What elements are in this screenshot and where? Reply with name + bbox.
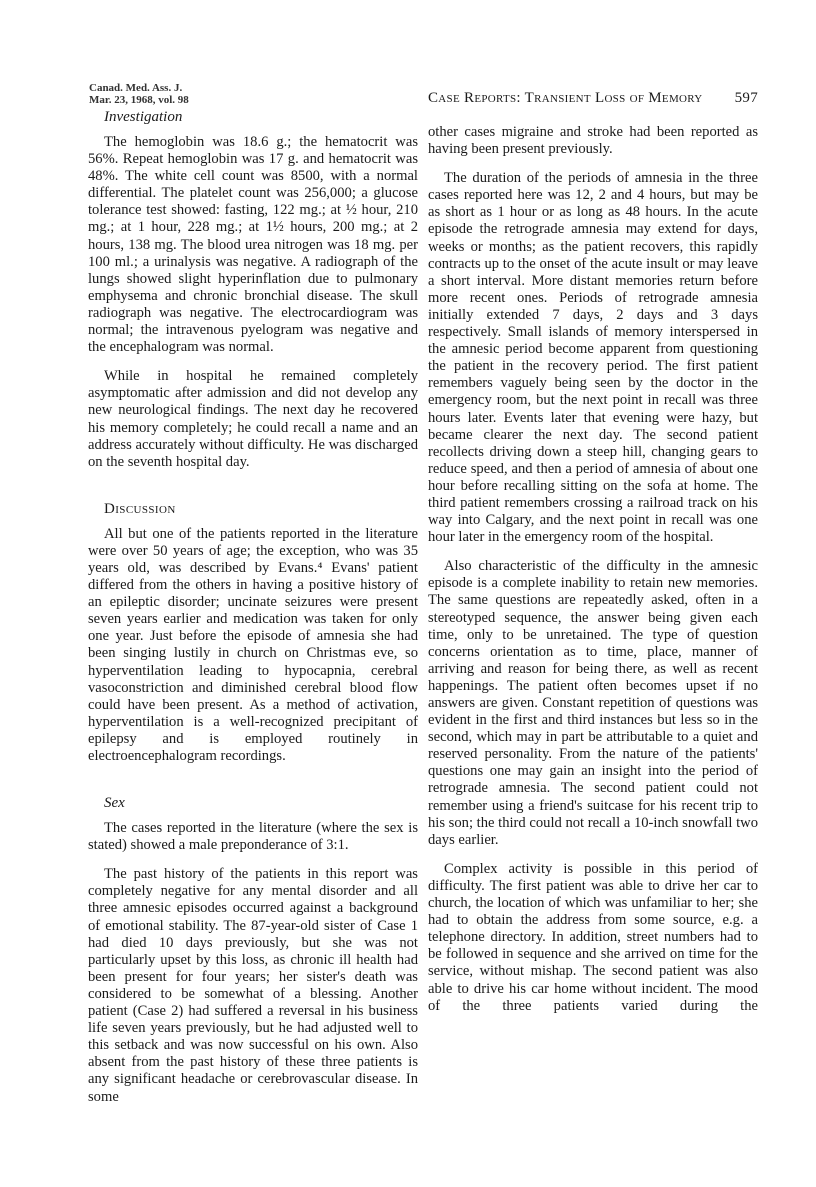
paragraph: While in hospital he remained completely asymptomatic after admission and did not develop any new neurological findings. The next day he recovered his memory completely; he could recall a name and an address accurately without difficulty. He was discharged on the seventh hospital day. [88, 368, 418, 470]
journal-name: Canad. Med. Ass. J. [89, 82, 183, 94]
paragraph: Also characteristic of the difficulty in the amnesic episode is a complete inability to retain new memories. The same questions are repeatedly asked, often in a stereotyped sequence, the answer being given each time, only to be unretained. The type of question concerns orientation as to time, place, manner of arriving and reason for being there, as well as recent happenings. The patient often becomes upset if no answers are given. Constant repetition of questions was evident in the first and third instances but less so in the second, which may in part be attributable to a quiet and reserved personality. From the nature of the patients' questions one may gain an insight into the period of retrograde amnesia. The second patient could not remember using a friend's suitcase for his recent trip to his son; the third could not recall a 10-inch snowfall two days earlier. [428, 558, 758, 848]
section-heading-discussion: Discussion [104, 500, 176, 517]
running-header [428, 90, 758, 107]
journal-citation [89, 82, 189, 106]
paragraph: The past history of the patients in this report was completely negative for any mental disorder and all three amnesic episodes occurred against a background of emotional stability. The 87-year-old sister of Case 1 had died 10 days previously, but she was not particularly upset by this loss, as chronic ill health had been present for four years; her sister's death was considered to be somewhat of a blessing. Another patient (Case 2) had suffered a reversal in his business life seven years previously, but he had adjusted well to this setback and was now successful on his own. Also absent from the past history of these three patients is any significant headache or cerebrovascular disease. In some [88, 866, 418, 1105]
left-column [88, 109, 418, 1106]
page-number: 597 [734, 90, 758, 106]
paragraph: The cases reported in the literature (where the sex is stated) showed a male preponderance of 3:1. [88, 820, 418, 854]
section-heading-sex: Sex [104, 795, 125, 812]
paragraph: All but one of the patients reported in the literature were over 50 years of age; the exception, who was 35 years old, was described by Evans.⁴ Evans' patient differed from the others in having a positive history of an epileptic disorder; uncinate seizures were present seven years earlier and medication was taken for only one year. Just before the episode of amnesia she had been singing lustily in church on Christmas eve, so hyperventilation leading to hypocapnia, cerebral vasoconstriction and diminished cerebral blood flow could have been present. As a method of activation, hyperventilation is a well-recognized precipitant of epilepsy and is employed routinely in electroencephalogram recordings. [88, 525, 418, 764]
paragraph: Complex activity is possible in this period of difficulty. The first patient was able to drive her car to church, the location of which was unfamiliar to her; she had to obtain the address from some source, e.g. a telephone directory. In addition, street numbers had to be followed in sequence and she arrived on time for the service, without mishap. The second patient was also able to drive his car home without incident. The mood of the three patients varied during the [428, 860, 758, 1014]
paragraph: The hemoglobin was 18.6 g.; the hematocrit was 56%. Repeat hemoglobin was 17 g. and hematocrit was 48%. The white cell count was 8500, with a normal differential. The platelet count was 256,000; a glucose tolerance test showed: fasting, 122 mg.; at ½ hour, 210 mg.; at 1 hour, 228 mg.; at 1½ hours, 200 mg.; at 2 hours, 138 mg. The blood urea nitrogen was 18 mg. per 100 ml.; a urinalysis was negative. A radiograph of the lungs showed slight hyperinflation due to pulmonary emphysema and chronic bronchial disease. The skull radiograph was negative. The electrocardiogram was normal; the intravenous pyelogram was negative and the encephalogram was normal. [88, 134, 418, 356]
paragraph: other cases migraine and stroke had been reported as having been present previously. [428, 124, 758, 158]
section-heading-investigation: Investigation [104, 109, 183, 125]
right-column [428, 124, 758, 1015]
running-title: Case Reports: Transient Loss of Memory [428, 90, 703, 106]
paragraph: The duration of the periods of amnesia in the three cases reported here was 12, 2 and 4 hours, but may be as short as 1 hour or as long as 48 hours. In the acute episode the retrograde amnesia may extend for days, weeks or months; as the patient recovers, this rapidly contracts up to the onset of the acute insult or may leave a short interval. More distant memories return before more recent ones. Periods of retrograde amnesia initially extended 7 days, 2 days and 3 days respectively. Small islands of memory interspersed in the amnesic period become apparent from questioning the patient in the recovery period. The first patient remembers vaguely being seen by the doctor in the emergency room, but the next point in recall was three hours later. Events later that evening were hazy, but became clearer the next day. The second patient recollects driving down a steep hill, changing gears to reduce speed, and then a period of amnesia of about one hour before recalling sitting on the sofa at home. The third patient remembers crossing a railroad track on his way into Calgary, and the next point in recall was one hour later in the emergency room of the hospital. [428, 170, 758, 546]
journal-issue: Mar. 23, 1968, vol. 98 [89, 94, 189, 106]
